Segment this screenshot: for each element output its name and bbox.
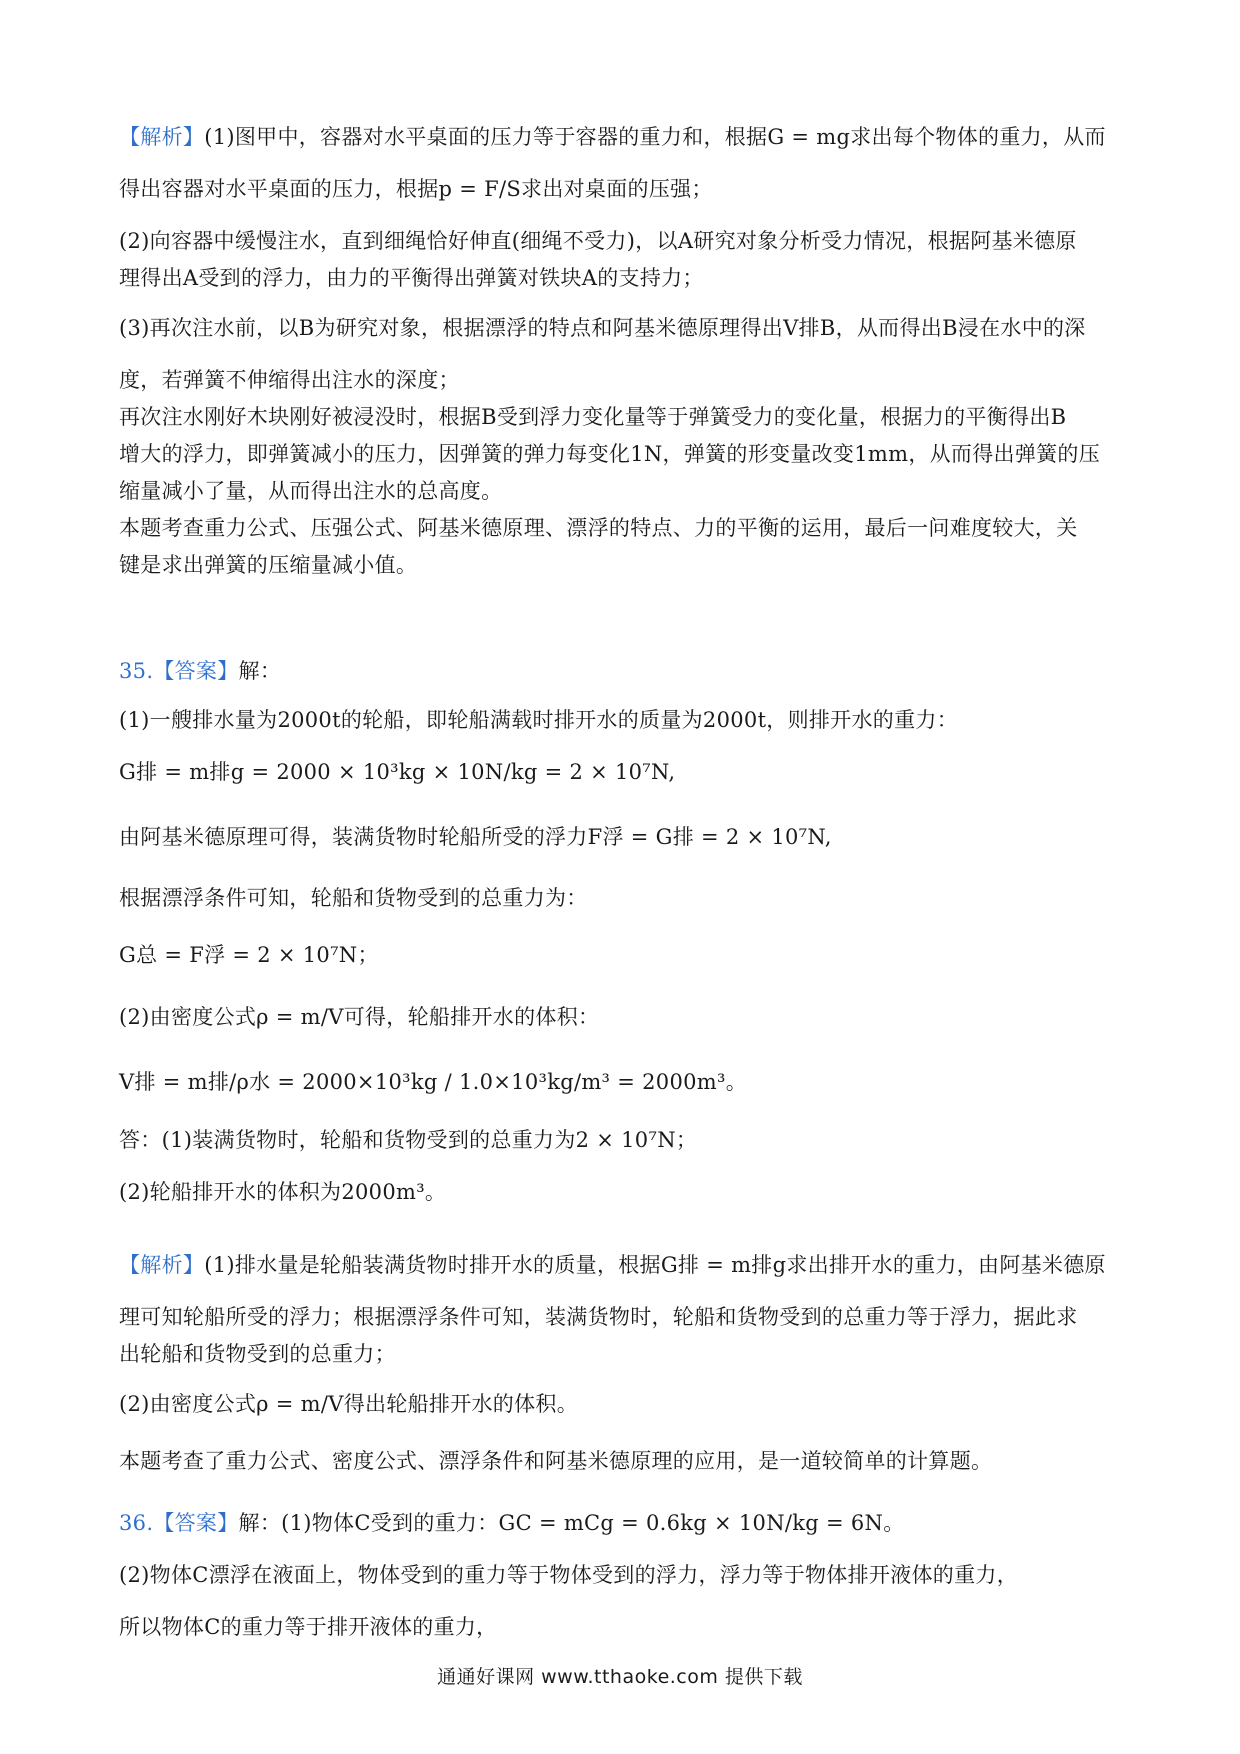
text-line xyxy=(119,1250,1129,1281)
text-line xyxy=(119,313,1129,344)
line-text: 理得出A受到的浮力，由力的平衡得出弹簧对铁块A的支持力； xyxy=(119,266,704,290)
line-text: 所以物体C的重力等于排开液体的重力， xyxy=(119,1615,498,1639)
text-line xyxy=(119,476,1129,507)
line-text: 理可知轮船所受的浮力；根据漂浮条件可知，装满货物时，轮船和货物受到的总重力等于浮力，据此求 xyxy=(119,1305,1078,1329)
line-text: (3)再次注水前，以B为研究对象，根据漂浮的特点和阿基米德原理得出V排B，从而得出B浸在水中的深 xyxy=(119,316,1086,340)
line-text: 根据漂浮条件可知，轮船和货物受到的总重力为： xyxy=(119,886,588,910)
section-tag: 【解析】 xyxy=(119,1253,205,1277)
text-line xyxy=(119,1067,1129,1098)
line-text: 答：(1)装满货物时，轮船和货物受到的总重力为2 × 10⁷N； xyxy=(119,1128,698,1152)
line-text: 缩量减小了量，从而得出注水的总高度。 xyxy=(119,479,503,503)
section-tag: 【答案】 xyxy=(153,659,239,683)
line-text: 度，若弹簧不伸缩得出注水的深度； xyxy=(119,368,460,392)
text-line xyxy=(119,550,1129,581)
question-number: 36. xyxy=(119,1511,154,1535)
text-line xyxy=(119,822,1129,853)
text-line xyxy=(119,705,1129,736)
line-text: G总 = F浮 = 2 × 10⁷N； xyxy=(119,943,379,967)
text-line xyxy=(119,1389,1129,1420)
page-footer: 通通好课网 www.tthaoke.com 提供下载 xyxy=(437,1666,803,1688)
line-text: 得出容器对水平桌面的压力，根据p = F/S求出对桌面的压强； xyxy=(119,177,713,201)
text-line xyxy=(119,174,1129,205)
text-line xyxy=(119,226,1129,257)
line-text: G排 = m排g = 2000 × 10³kg × 10N/kg = 2 × 10⁷N, xyxy=(119,760,676,784)
text-line xyxy=(119,122,1129,153)
line-text: V排 = m排/ρ水 = 2000×10³kg / 1.0×10³kg/m³ = 2000m³。 xyxy=(119,1070,747,1094)
line-text: 解： xyxy=(238,659,282,683)
text-line xyxy=(119,439,1129,470)
text-line xyxy=(119,1177,1129,1208)
text-line xyxy=(119,1612,1129,1643)
text-line xyxy=(119,883,1129,914)
line-text: (2)由密度公式ρ = m/V可得，轮船排开水的体积： xyxy=(119,1005,600,1029)
line-text: 再次注水刚好木块刚好被浸没时，根据B受到浮力变化量等于弹簧受力的变化量，根据力的平衡得出B xyxy=(119,405,1067,429)
line-text: (2)物体C漂浮在液面上，物体受到的重力等于物体受到的浮力，浮力等于物体排开液体的重力， xyxy=(119,1563,1019,1587)
line-text: 由阿基米德原理可得，装满货物时轮船所受的浮力F浮 = G排 = 2 × 10⁷N, xyxy=(119,825,832,849)
text-line xyxy=(119,1339,1129,1370)
text-line xyxy=(119,1508,1129,1539)
line-text: (1)图甲中，容器对水平桌面的压力等于容器的重力和，根据G = mg求出每个物体的重力，从而 xyxy=(204,125,1106,149)
text-line xyxy=(119,1125,1129,1156)
text-line xyxy=(119,365,1129,396)
line-text: (2)向容器中缓慢注水，直到细绳恰好伸直(细绳不受力)，以A研究对象分析受力情况，根据阿基米德原 xyxy=(119,229,1077,253)
question-number: 35. xyxy=(119,659,154,683)
text-line xyxy=(119,513,1129,544)
text-line xyxy=(119,402,1129,433)
text-line xyxy=(119,940,1129,971)
line-text: (2)轮船排开水的体积为2000m³。 xyxy=(119,1180,447,1204)
line-text: (1)一艘排水量为2000t的轮船，即轮船满载时排开水的质量为2000t，则排开水的重力： xyxy=(119,708,959,732)
text-line xyxy=(119,1302,1129,1333)
text-line xyxy=(119,1446,1129,1477)
line-text: (1)排水量是轮船装满货物时排开水的质量，根据G排 = m排g求出排开水的重力，由阿基米德原 xyxy=(204,1253,1106,1277)
text-line xyxy=(119,1560,1129,1591)
section-tag: 【解析】 xyxy=(119,125,205,149)
text-line xyxy=(119,1002,1129,1033)
text-line xyxy=(119,656,1129,687)
line-text: 本题考查了重力公式、密度公式、漂浮条件和阿基米德原理的应用，是一道较简单的计算题。 xyxy=(119,1449,993,1473)
line-text: 键是求出弹簧的压缩量减小值。 xyxy=(119,553,418,577)
line-text: (2)由密度公式ρ = m/V得出轮船排开水的体积。 xyxy=(119,1392,578,1416)
section-tag: 【答案】 xyxy=(153,1511,239,1535)
line-text: 解：(1)物体C受到的重力：GC = mCg = 0.6kg × 10N/kg = 6N。 xyxy=(238,1511,905,1535)
text-line xyxy=(119,757,1129,788)
text-line xyxy=(119,263,1129,294)
line-text: 出轮船和货物受到的总重力； xyxy=(119,1342,396,1366)
line-text: 增大的浮力，即弹簧减小的压力，因弹簧的弹力每变化1N，弹簧的形变量改变1mm，从而得出弹簧的压 xyxy=(119,442,1101,466)
line-text: 本题考查重力公式、压强公式、阿基米德原理、漂浮的特点、力的平衡的运用，最后一问难度较大，关 xyxy=(119,516,1078,540)
